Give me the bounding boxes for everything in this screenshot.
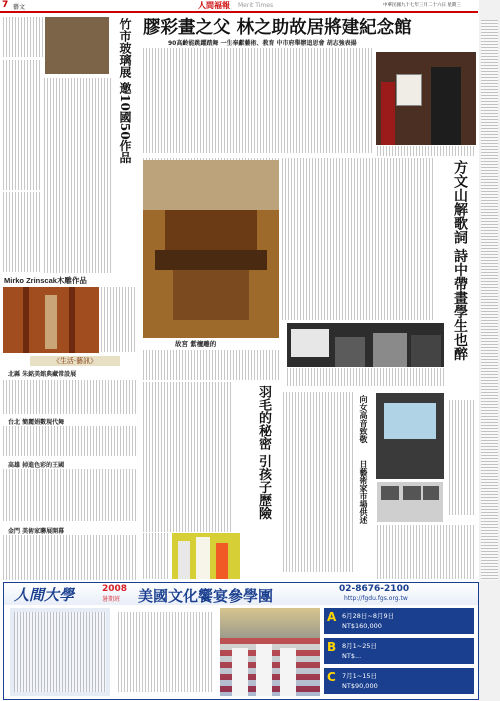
mirko-caption <box>101 287 137 352</box>
ad-year: 2008 <box>102 584 128 594</box>
bamboo-glass-headline: 竹市玻璃展 邀10國50作品 <box>118 18 132 164</box>
ad-session-a[interactable]: A 6月28日~8月9日 NT$160,000 <box>324 608 474 634</box>
gallery-article-body <box>377 525 475 579</box>
section-label: 藝文 <box>13 4 26 11</box>
glass-exhibit-text <box>3 17 43 57</box>
exhibit-headline: 向女高音致敬 <box>359 395 369 443</box>
listing-title-4: 金門 美術家聯展開幕 <box>8 528 65 535</box>
glass-sculpture-photo <box>45 17 109 74</box>
japan-artist-headline: 日藝術家市場供述 <box>359 460 369 524</box>
kids-photo-caption <box>143 533 170 579</box>
ad-url[interactable]: http://fgdu.fgs.org.tw <box>344 595 408 602</box>
listing-title-2: 台北 簡麗娟數現代舞 <box>8 419 65 426</box>
listing-body-4 <box>3 535 137 580</box>
issue-date: 中華民國九十七年三月二十六日 星期三 <box>383 3 461 8</box>
ad-session-c[interactable]: C 7月1~15日 NT$90,000 <box>324 668 474 694</box>
exhibit-article-body <box>283 392 355 572</box>
ad-season: 暑期班 <box>102 596 121 603</box>
margin-strip <box>479 0 500 701</box>
column-label: 《生活‧藝訊》 <box>30 356 120 366</box>
page-number: 7 <box>2 0 9 10</box>
award-photo-caption <box>377 146 476 156</box>
wood-carving-photo <box>3 287 99 353</box>
ad-info-box <box>10 608 110 696</box>
palace-carving-photo <box>143 160 279 338</box>
main-headline: 膠彩畫之父 林之助故居將建紀念館 <box>143 18 412 38</box>
calligraphy-article-body <box>449 400 476 515</box>
gallery-photo <box>377 482 443 522</box>
feather-headline: 羽毛的秘密 引孩子歷險 <box>256 385 271 520</box>
ad-session-list <box>324 608 474 696</box>
left-article-body-2 <box>3 192 42 272</box>
listing-body-1 <box>3 380 137 414</box>
feather-article-body <box>143 382 233 532</box>
calligraphy-headline: 方文山解歌詞 詩中帶畫學生也醉 <box>452 160 468 361</box>
newspaper-logo: 人間福報 <box>198 0 230 10</box>
newspaper-logo-en: Merit Times <box>238 2 274 9</box>
ad-banner[interactable] <box>3 582 479 700</box>
palace-caption-title: 故宮 紫檀雕的 <box>175 340 217 348</box>
listing-body-3 <box>3 469 137 521</box>
award-ceremony-photo <box>376 52 476 145</box>
bamboo-article-body <box>44 78 112 273</box>
ad-phone: 02-8676-2100 <box>339 584 410 594</box>
listing-body-2 <box>3 426 137 456</box>
right-article-body <box>282 158 433 320</box>
mirko-title: Mirko Zrinscak木雕作品 <box>4 276 87 285</box>
main-subhead: 90高齡能跳躍踏舞 一生奉獻藝術、教育 中市府舉辦追思會 胡志強表揚 <box>168 40 357 47</box>
ad-students-photo <box>220 608 320 696</box>
listing-title-1: 北縣 朱銘美館典藏常設展 <box>8 371 77 378</box>
header-rule <box>0 11 478 13</box>
ad-itinerary-box <box>114 608 218 696</box>
listing-title-3: 高雄 掉進色彩的王國 <box>8 462 65 469</box>
lecture-caption <box>287 368 444 386</box>
left-article-body <box>3 60 42 190</box>
kids-performance-photo <box>172 533 240 579</box>
ad-brand: 人間大學 <box>14 586 75 604</box>
singer-exhibit-photo <box>376 393 444 479</box>
palace-caption-body <box>143 350 279 380</box>
lecture-photo <box>287 323 444 367</box>
ad-session-b[interactable]: B 8月1~25日 NT$... <box>324 638 474 664</box>
ad-title: 美國文化饗宴參學團 <box>138 587 274 605</box>
main-article-body <box>143 48 373 153</box>
